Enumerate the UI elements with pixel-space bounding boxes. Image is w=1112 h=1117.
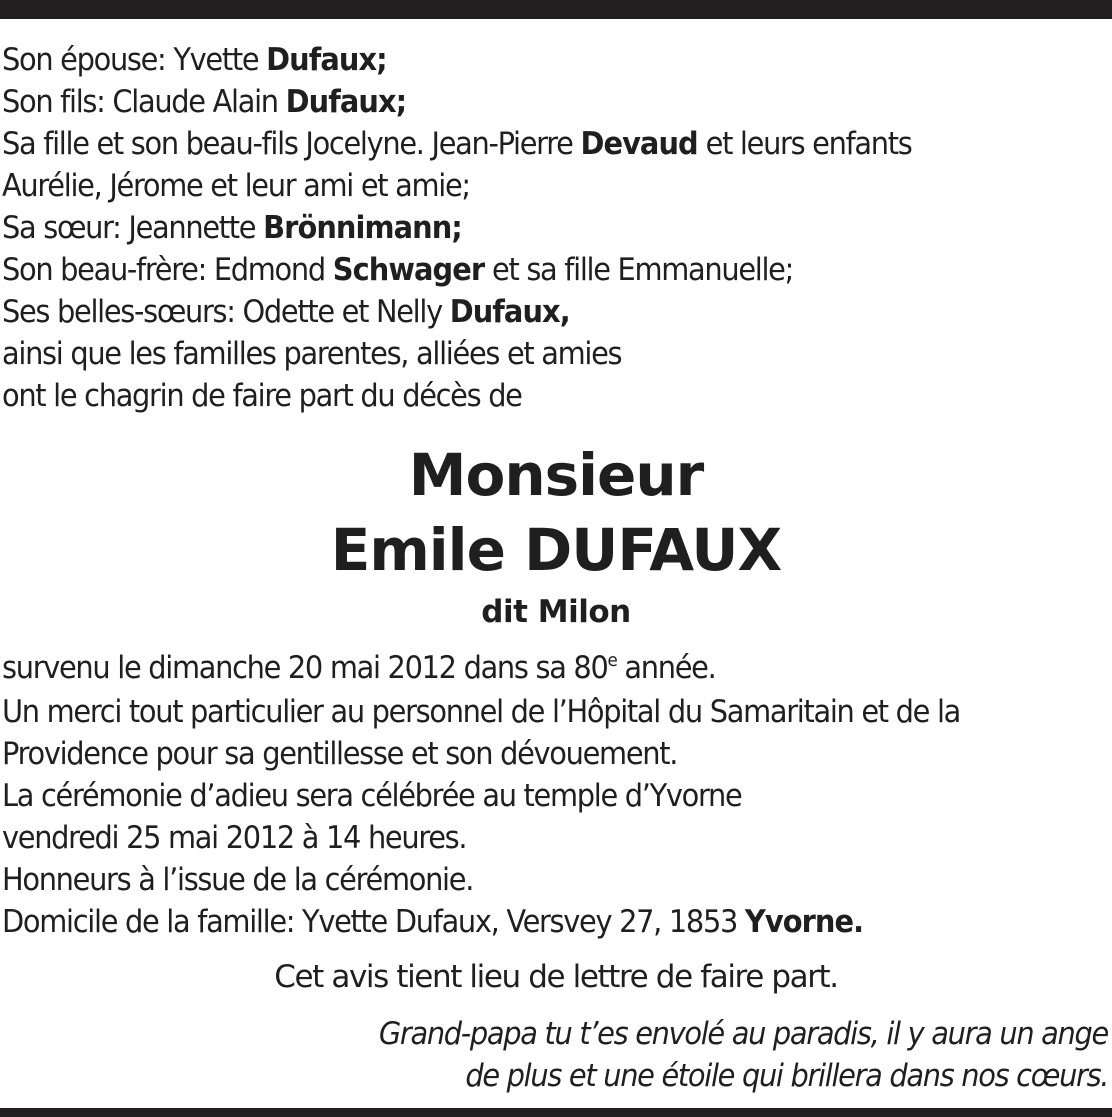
family-line-sisters-in-law: Ses belles-sœurs: Odette et Nelly Dufaux, <box>2 294 570 330</box>
verse-line-2: de plus et une étoile qui brillera dans nos cœurs. <box>465 1058 1108 1094</box>
death-date-line: survenu le dimanche 20 mai 2012 dans sa 80e année. <box>2 650 716 686</box>
family-line-daughter: Sa fille et son beau-fils Jocelyne. Jean-Pierre Devaud et leurs enfants <box>2 126 912 162</box>
announcement-line: ont le chagrin de faire part du décès de <box>2 378 522 414</box>
ceremony-line-2: vendredi 25 mai 2012 à 14 heures. <box>2 820 467 856</box>
ceremony-line-1: La cérémonie d’adieu sera célébrée au temple d’Yvorne <box>2 778 742 814</box>
verse-line-1: Grand-papa tu t’es envolé au paradis, il y aura un ange <box>378 1016 1108 1052</box>
family-line-relatives: ainsi que les familles parentes, alliées et amies <box>2 336 622 372</box>
thanks-line-2: Providence pour sa gentillesse et son dévouement. <box>2 736 678 772</box>
thanks-line-1: Un merci tout particulier au personnel de l’Hôpital du Samaritain et de la <box>2 694 961 730</box>
family-line-son: Son fils: Claude Alain Dufaux; <box>2 84 407 120</box>
family-line-brother-in-law: Son beau-frère: Edmond Schwager et sa fille Emmanuelle; <box>2 252 794 288</box>
family-line-sister: Sa sœur: Jeannette Brönnimann; <box>2 210 462 246</box>
deceased-name: Emile DUFAUX <box>330 516 782 584</box>
top-rule <box>0 0 1112 19</box>
closing-note: Cet avis tient lieu de lettre de faire part. <box>274 959 838 995</box>
deceased-honorific: Monsieur <box>408 441 704 509</box>
domicile-line: Domicile de la famille: Yvette Dufaux, Versvey 27, 1853 Yvorne. <box>2 904 864 940</box>
deceased-nickname: dit Milon <box>481 594 631 630</box>
family-line-spouse: Son épouse: Yvette Dufaux; <box>2 42 387 78</box>
honours-line: Honneurs à l’issue de la cérémonie. <box>2 862 474 898</box>
bottom-rule <box>0 1108 1112 1117</box>
family-line-grandchildren: Aurélie, Jérome et leur ami et amie; <box>2 168 470 204</box>
